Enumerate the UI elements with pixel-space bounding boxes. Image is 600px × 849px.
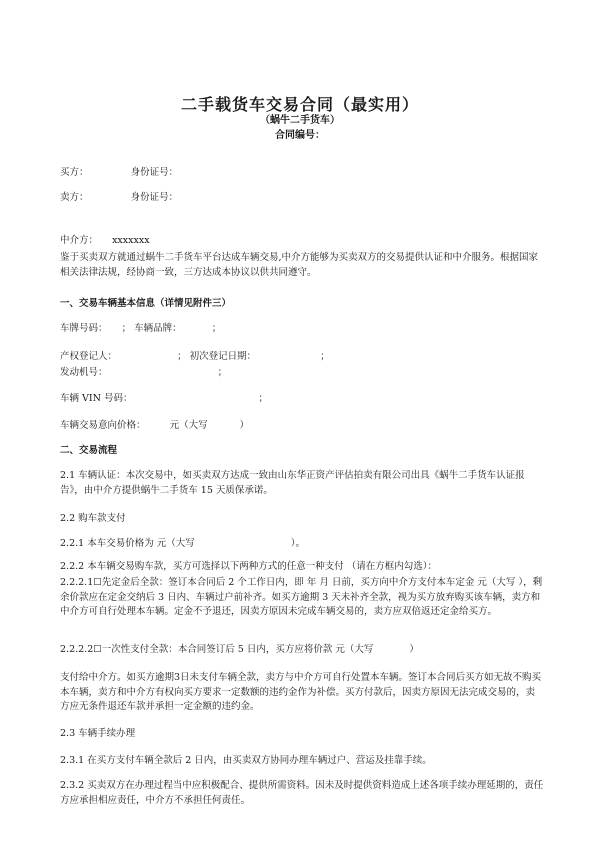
clause-2-3-2: 2.3.2 买卖双方在办理过程当中应积极配合、提供所需资料。因未及时提供资料造成上述各项手续办理延期的，责任方应承担相应责任，中介方不承担任何责任。 xyxy=(60,780,544,806)
clause-2-2-2-1: 2.2.2.1☐先定金后全款：签订本合同后 2 个工作日内，即 年 月 日前，买方向中介方支付本车定金 元（大写 ），剩余价款应在定金交纳后 3 日内、车辆过户前补齐。如买方逾期 3 天未补齐全款，视为买方放弃购买该车辆，卖方和中介方可自行处理本车辆。定金不予退还，因卖方原因未完成车辆交易的，卖方应双倍返还定金给买方。 xyxy=(60,577,543,618)
agent-name: xxxxxxx xyxy=(112,235,150,246)
clause-2-2-2: 2.2.2 本车辆交易购车款，买方可选择以下两种方式的任意一种支付 （请在方框内勾选）： xyxy=(60,561,437,572)
clause-2-2-1-close: ）。 xyxy=(290,538,306,549)
separator: ； xyxy=(217,367,228,378)
agent-line xyxy=(60,234,150,249)
page-title: 二手载货车交易合同（最实用） xyxy=(180,95,419,114)
engine-label: 发动机号： xyxy=(60,367,108,378)
clause-2-2-2-2-close: ） xyxy=(409,644,419,655)
separator: ； xyxy=(211,323,222,334)
agent-label: 中介方： xyxy=(60,235,99,246)
separator: ； xyxy=(177,351,187,362)
owner-reg-line xyxy=(60,350,330,365)
clause-2-1: 2.1 车辆认证：本次交易中，如买卖双方达成一致由山东华正资产评估拍卖有限公司出具《蜗牛二手货车认证报告》，由中介方提供蜗牛二手货车 15 天质保承诺。 xyxy=(60,470,525,496)
vin-line xyxy=(60,392,268,407)
clause-2-3: 2.3 车辆手续办理 xyxy=(60,728,136,739)
clause-2-3-1: 2.3.1 在买方支付车辆全款后 2 日内，由买卖双方协同办理车辆过户、营运及挂靠手续。 xyxy=(60,755,432,766)
separator: ； xyxy=(320,351,330,362)
buyer-id-label: 身份证号： xyxy=(130,167,179,178)
plate-label: 车牌号码： xyxy=(60,323,108,334)
clause-2-2: 2.2 购车款支付 xyxy=(60,513,126,524)
price-label: 车辆交易意向价格： xyxy=(60,420,146,431)
owner-label: 产权登记人： xyxy=(60,351,118,362)
clause-2-2-1 xyxy=(60,537,305,552)
payment-paragraph: 支付给中介方。如买方逾期3日未支付车辆全款，卖方与中介方可自行处置本车辆。签订本合同后买方如无故不购买本车辆，卖方和中介方有权向买方要求一定数额的违约金作为补偿。买方付款后，因卖方原因无法完成交易的，卖方应无条件退还车款并承担一定金额的违约金。 xyxy=(60,672,542,713)
brand-label: 车辆品牌： xyxy=(134,323,182,334)
clause-2-2-1-text: 2.2.1 本车交易价格为 元（大写 xyxy=(60,538,195,549)
section-1-heading: 一、交易车辆基本信息（详情见附件三） xyxy=(60,298,232,309)
seller-id-label: 身份证号： xyxy=(130,192,179,203)
intro-paragraph: 鉴于买卖双方就通过蜗牛二手货车平台达成车辆交易,中介方能够为买卖双方的交易提供认证和中介服务。根据国家相关法律法规，经协商一致，三方达成本协议以供共同遵守。 xyxy=(60,252,539,278)
plate-brand-line xyxy=(60,322,221,337)
clause-2-2-2-2 xyxy=(60,643,419,658)
seller-label: 卖方： xyxy=(60,192,89,203)
buyer-label: 买方： xyxy=(60,167,89,178)
contract-number-label: 合同编号： xyxy=(275,130,325,141)
section-2-heading: 二、交易流程 xyxy=(60,445,118,456)
price-line xyxy=(60,419,249,434)
first-reg-label: 初次登记日期： xyxy=(189,351,257,362)
seller-line xyxy=(60,191,178,206)
subtitle: （蜗牛二手货车） xyxy=(260,115,340,126)
vin-label: 车辆 VIN 号码： xyxy=(60,393,133,404)
clause-2-2-2-2-text: 2.2.2.2☐一次性支付全款：本合同签订后 5 日内，买方应将价款 元（大写 xyxy=(60,644,374,655)
price-close: ） xyxy=(239,420,250,431)
separator: ； xyxy=(121,323,132,334)
separator: ； xyxy=(258,393,269,404)
buyer-line xyxy=(60,166,178,181)
engine-line xyxy=(60,366,227,381)
price-unit: 元（大写 xyxy=(169,420,208,431)
